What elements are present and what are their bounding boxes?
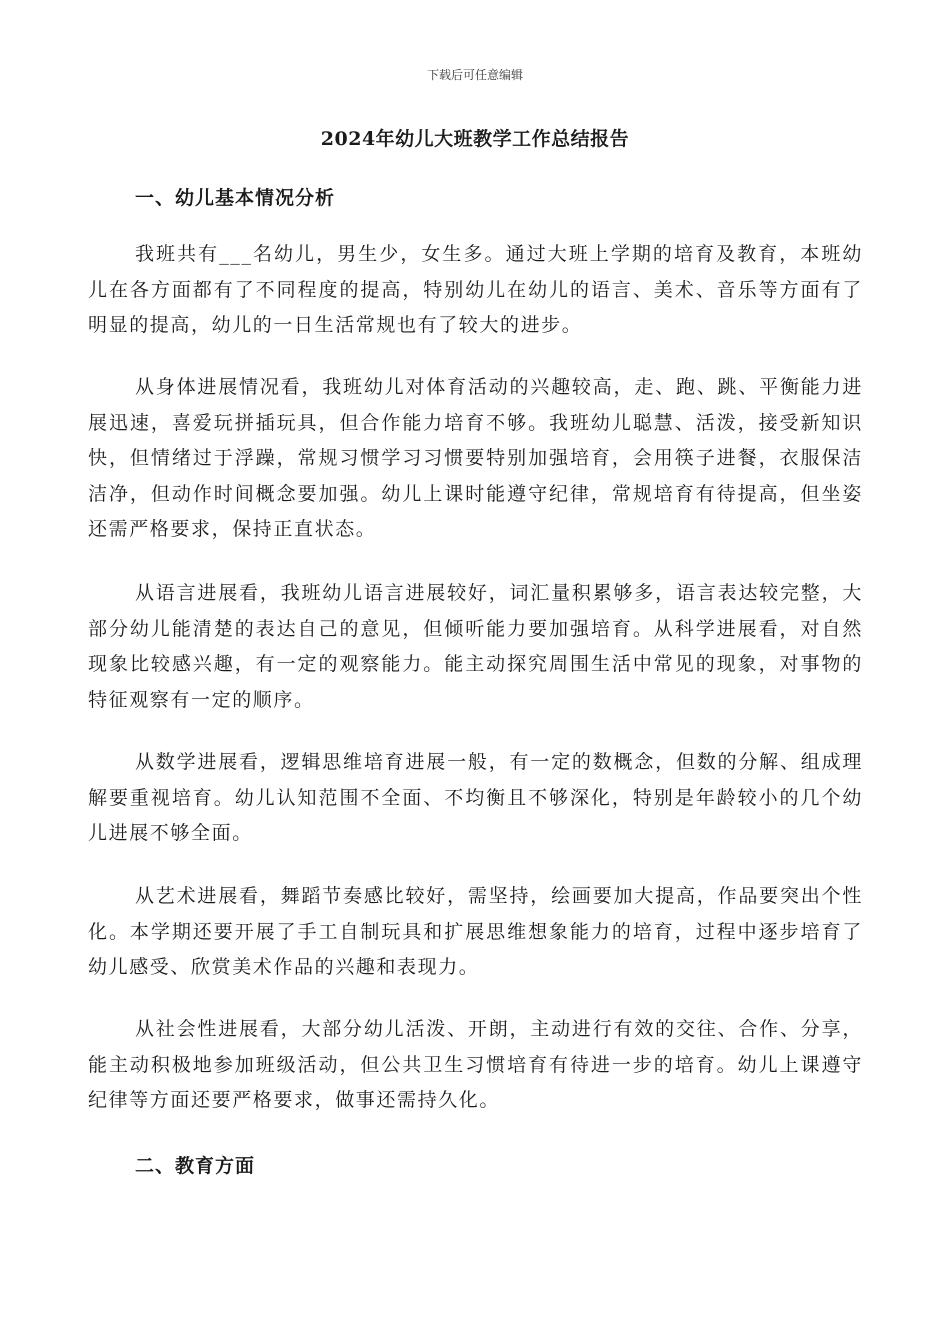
paragraph-5: 从艺术进展看，舞蹈节奏感比较好，需坚持，绘画要加大提高，作品要突出个性化。本学期还要开展了手工自制玩具和扩展思维想象能力的培育，过程中逐步培育了幼儿感受、欣赏美术作品的兴趣和表现力。 — [88, 885, 863, 978]
paragraph-1: 我班共有___名幼儿，男生少，女生多。通过大班上学期的培育及教育，本班幼儿在各方面都有了不同程度的提高，特别幼儿在幼儿的语言、美术、音乐等方面有了明显的提高，幼儿的一日生活常规也有了较大的进步。 — [88, 243, 863, 336]
paragraph-4: 从数学进展看，逻辑思维培育进展一般，有一定的数概念，但数的分解、组成理解要重视培育。幼儿认知范围不全面、不均衡且不够深化，特别是年龄较小的几个幼儿进展不够全面。 — [88, 751, 863, 844]
document-title: 2024年幼儿大班教学工作总结报告 — [320, 128, 630, 150]
section-heading-2: 二、教育方面 — [135, 1155, 256, 1177]
paragraph-6: 从社会性进展看，大部分幼儿活泼、开朗，主动进行有效的交往、合作、分享，能主动积极地参加班级活动，但公共卫生习惯培育有待进一步的培育。幼儿上课遵守纪律等方面还要严格要求，做事还需持久化。 — [88, 1018, 863, 1111]
paragraph-3: 从语言进展看，我班幼儿语言进展较好，词汇量积累够多，语言表达较完整，大部分幼儿能清楚的表达自己的意见，但倾听能力要加强培育。从科学进展看，对自然现象比较感兴趣，有一定的观察能力。能主动探究周围生活中常见的现象，对事物的特征观察有一定的顺序。 — [88, 582, 863, 711]
section-heading-1: 一、幼儿基本情况分析 — [135, 187, 336, 209]
header-note: 下载后可任意编辑 — [426, 68, 523, 82]
paragraph-2: 从身体进展情况看，我班幼儿对体育活动的兴趣较高，走、跑、跳、平衡能力进展迅速，喜爱玩拼插玩具，但合作能力培育不够。我班幼儿聪慧、活泼，接受新知识快，但情绪过于浮躁，常规习惯学习习惯要特别加强培育，会用筷子进餐，衣服保洁洁净，但动作时间概念要加强。幼儿上课时能遵守纪律，常规培育有待提高，但坐姿还需严格要求，保持正直状态。 — [88, 376, 863, 540]
